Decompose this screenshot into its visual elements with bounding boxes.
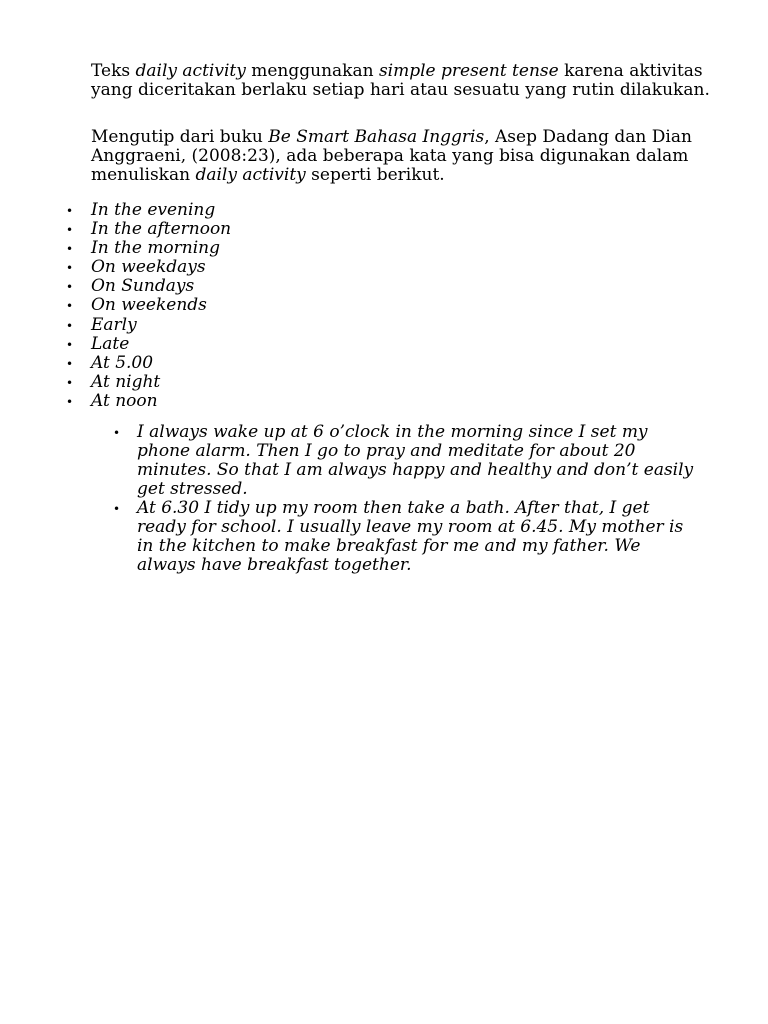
- text-run: menggunakan: [245, 61, 379, 81]
- example-text: I always wake up at 6 o’clock in the morning since I set my phone alarm. Then I go to pray and meditate for about 20 minutes. So that I am always happy and healthy and don’t easily get stressed.: [137, 422, 694, 499]
- bullet-icon: •: [66, 356, 74, 371]
- intro-paragraph-1: [91, 62, 711, 100]
- list-item: [0, 201, 231, 220]
- intro-paragraph-2: [91, 128, 711, 185]
- list-item: [0, 296, 231, 315]
- example-text: At 6.30 I tidy up my room then take a bath. After that, I get ready for school. I usually leave my room at 6.45. My mother is in the kitchen to make breakfast for me and my father. We always have breakfast together.: [137, 498, 684, 575]
- example-item: [0, 423, 697, 499]
- list-item: [0, 354, 231, 373]
- list-item-text: Early: [91, 314, 137, 335]
- list-item-text: At noon: [91, 390, 158, 411]
- list-item: [0, 258, 231, 277]
- example-item: [0, 499, 697, 575]
- list-item-text: Late: [91, 333, 130, 354]
- bullet-icon: •: [113, 426, 121, 440]
- list-item: [0, 316, 231, 335]
- bullet-icon: •: [66, 204, 74, 218]
- bullet-icon: •: [66, 394, 74, 409]
- list-item-text: On weekdays: [91, 257, 206, 278]
- example-list: [0, 423, 697, 575]
- list-item-text: In the afternoon: [91, 219, 232, 240]
- bullet-icon: •: [66, 375, 74, 390]
- text-run-italic: daily activity: [195, 165, 306, 185]
- text-run: karena aktivitas yang diceritakan berlaku setiap hari atau sesuatu yang rutin dilakukan.: [91, 61, 710, 100]
- text-run: seperti berikut.: [305, 165, 445, 185]
- text-run-italic: simple present tense: [378, 61, 559, 81]
- text-run: Teks: [91, 61, 136, 81]
- bullet-icon: •: [66, 261, 74, 276]
- list-item: [0, 373, 231, 392]
- list-item: [0, 239, 231, 258]
- list-item: [0, 335, 231, 354]
- list-item-text: In the evening: [91, 200, 216, 220]
- list-item-text: At 5.00: [91, 352, 154, 373]
- text-run-italic: daily activity: [135, 61, 246, 81]
- list-item-text: On weekends: [91, 295, 207, 316]
- bullet-icon: •: [66, 280, 74, 295]
- time-expression-list: [0, 201, 231, 411]
- bullet-icon: •: [66, 299, 74, 314]
- text-run: , Asep Dadang dan Dian Anggraeni, (2008:23), ada beberapa kata yang bisa digunakan dalam menuliskan: [91, 127, 692, 185]
- bullet-icon: •: [66, 223, 74, 238]
- bullet-icon: •: [66, 242, 74, 257]
- list-item-text: On Sundays: [91, 276, 195, 297]
- list-item: [0, 392, 231, 411]
- list-item: [0, 220, 231, 239]
- list-item-text: In the morning: [91, 238, 221, 259]
- bullet-icon: •: [66, 337, 74, 352]
- list-item: [0, 277, 231, 296]
- book-title: Be Smart Bahasa Inggris: [268, 127, 485, 147]
- bullet-icon: •: [113, 502, 121, 516]
- text-run: Mengutip dari buku: [91, 127, 269, 147]
- list-item-text: At night: [91, 371, 161, 392]
- bullet-icon: •: [66, 318, 74, 333]
